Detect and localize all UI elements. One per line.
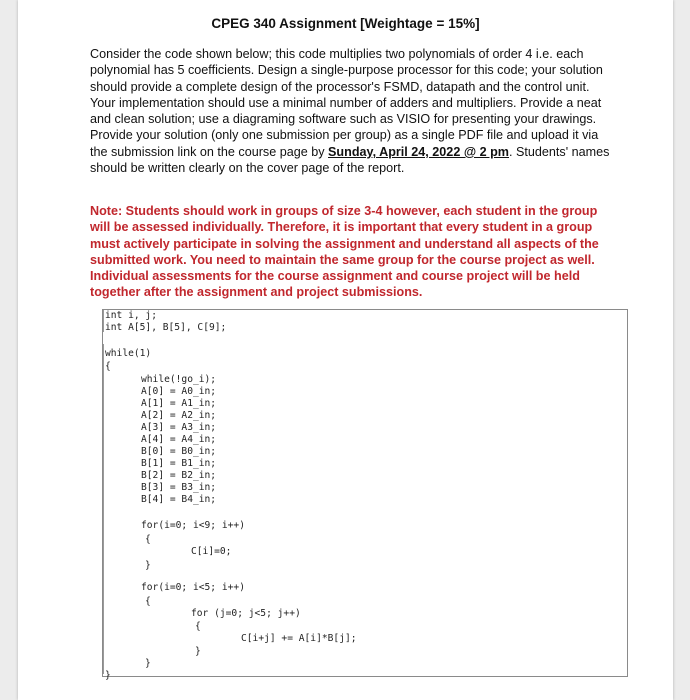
instructions-text: Consider the code shown below; this code multiplies two polynomials of order 4 i.e. each polynomial has 5 coefficients. Design a single-purpose processor for this code; your solution should provide a complete design of the processor's FSMD, datapath and the control unit. Your implementation should use a minimal number of adders and multipliers. Provide a neat and clean solution; use a diagraming software such as VISIO for presenting your drawings. Provide your solution (only one submission per group) as a single PDF file and upload it via the submission link on the course page by [90,47,603,159]
instructions-paragraph [90,46,610,176]
code-line: for(i=0; i<5; i++) [141,582,245,593]
code-margin-line [103,310,104,332]
code-block [102,309,628,681]
code-line: { [105,361,111,372]
deadline-text: Sunday, April 24, 2022 @ 2 pm [328,144,509,159]
code-line: { [195,621,201,632]
code-line: A[4] = A4_in; [141,434,217,445]
code-line: } [145,560,151,571]
document-page [18,0,673,700]
code-line: C[i]=0; [191,546,232,557]
note-paragraph: Note: Students should work in groups of size 3-4 however, each student in the group will be assessed individually. Therefore, it is important that every student in a group must actively participate in solving the assignment and understand all aspects of the submitted work. You need to maintain the same group for the course project as well. Individual assessments for the course assignment and course project will be held together after the assignment and project submissions. [90,204,599,300]
code-line: int i, j; [105,310,157,321]
code-line: for (j=0; j<5; j++) [191,608,301,619]
code-line: for(i=0; i<9; i++) [141,520,245,531]
code-line: } [105,670,111,681]
code-margin-line [103,344,104,674]
instructions-text-end: . Students' names should be written clearly on the cover page of the report. [90,144,610,176]
code-line: B[0] = B0_in; [141,446,217,457]
code-line: while(!go_i); [141,374,217,385]
code-line: B[2] = B2_in; [141,470,217,481]
code-line: } [145,658,151,669]
code-line: B[1] = B1_in; [141,458,217,469]
code-line: A[3] = A3_in; [141,422,217,433]
code-line: A[0] = A0_in; [141,386,217,397]
code-line: B[4] = B4_in; [141,494,217,505]
code-line: B[3] = B3_in; [141,482,217,493]
code-line: int A[5], B[5], C[9]; [105,322,227,333]
code-line: while(1) [105,348,152,359]
code-line: C[i+j] += A[i]*B[j]; [241,633,357,644]
code-line: A[1] = A1_in; [141,398,217,409]
code-line: { [145,596,151,607]
code-line: { [145,534,151,545]
code-line: } [195,646,201,657]
page-title: CPEG 340 Assignment [Weightage = 15%] [211,16,480,31]
code-line: A[2] = A2_in; [141,410,217,421]
